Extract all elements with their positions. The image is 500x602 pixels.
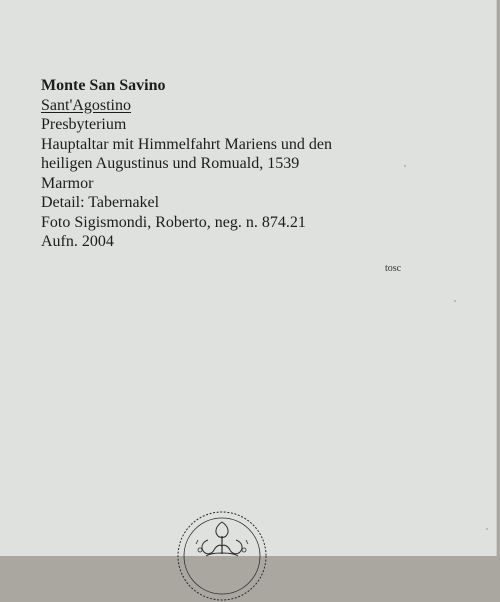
decorative-seal-icon (176, 510, 268, 602)
church-area: Presbyterium (41, 116, 127, 133)
paper-speck (404, 165, 406, 167)
material: Marmor (41, 174, 94, 192)
artwork-description-line-2: heiligen Augustinus und Romuald, 1539 (41, 155, 300, 172)
card-text-block (41, 76, 461, 252)
region-tag: tosc (385, 263, 402, 274)
artwork-description-line-1: Hauptaltar mit Himmelfahrt Mariens und den (41, 135, 333, 153)
paper-speck (486, 528, 488, 530)
paper-speck (454, 300, 456, 302)
detail-caption: Detail: Tabernakel (41, 194, 160, 211)
location-title: Monte San Savino (41, 77, 166, 94)
church-name: Sant'Agostino (41, 96, 131, 114)
photo-credit: Foto Sigismondi, Roberto, neg. n. 874.21 (41, 213, 306, 231)
photo-year: Aufn. 2004 (41, 233, 114, 250)
